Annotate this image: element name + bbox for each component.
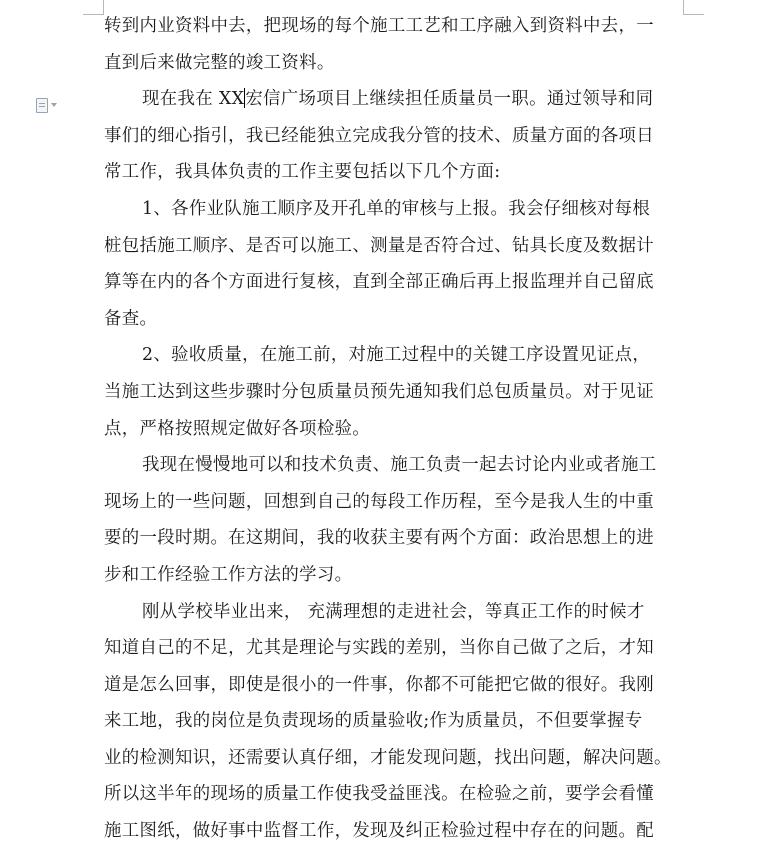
text-line: 点，严格按照规定做好各项检验。 <box>104 418 371 439</box>
crop-mark-top-right <box>683 0 704 15</box>
text-line: 要的一段时期。在这期间，我的收获主要有两个方面：政治思想上的进 <box>104 528 654 549</box>
text-line: 算等在内的各个方面进行复核，直到全部正确后再上报监理并自己留底 <box>104 272 654 293</box>
text-line: 业的检测知识，还需要认真仔细，才能发现问题，找出问题，解决问题。 <box>104 747 672 768</box>
text-line: 当施工达到这些步骤时分包质量员预先通知我们总包质量员。对于见证 <box>104 381 654 402</box>
text-line: 2、验收质量，在施工前，对施工过程中的关键工序设置见证点， <box>142 345 651 366</box>
text-line: 道是怎么回事，即使是很小的一件事，你都不可能把它做的很好。我刚 <box>104 674 654 695</box>
text-line: 备查。 <box>104 308 158 329</box>
text-line: 事们的细心指引，我已经能独立完成我分管的技术、质量方面的各项日 <box>104 125 654 146</box>
text-line: 现场上的一些问题，回想到自己的每段工作历程，至今是我人生的中重 <box>104 491 654 512</box>
text-line: 所以这半年的现场的质量工作使我受益匪浅。在检验之前，要学会看懂 <box>104 784 654 805</box>
text-segment: 现在我在 XX <box>142 89 245 110</box>
text-line: 来工地，我的岗位是负责现场的质量验收;作为质量员，不但要掌握专 <box>104 711 643 732</box>
text-line: 施工图纸，做好事中监督工作，发现及纠正检验过程中存在的问题。配 <box>104 821 654 842</box>
document-icon <box>36 98 48 113</box>
text-line: 转到内业资料中去，把现场的每个施工工艺和工序融入到资料中去，一 <box>104 16 654 36</box>
text-line: 知道自己的不足，尤其是理论与实践的差别，当你自己做了之后，才知 <box>104 638 654 659</box>
paragraph-layout-icon[interactable] <box>36 96 64 114</box>
text-line: 常工作，我具体负责的工作主要包括以下几个方面: <box>104 162 501 183</box>
text-line: 1、各作业队施工顺序及开孔单的审核与上报。我会仔细核对每根 <box>142 198 651 219</box>
chevron-down-icon <box>51 103 57 107</box>
document-body[interactable] <box>104 8 682 850</box>
text-segment: 宏信广场项目上继续担任质量员一职。通过领导和同 <box>245 89 654 110</box>
crop-mark-top-left <box>83 0 104 15</box>
text-line: 我现在慢慢地可以和技术负责、施工负责一起去讨论内业或者施工 <box>142 455 657 476</box>
text-line: 刚从学校毕业出来， 充满理想的走进社会，等真正工作的时候才 <box>142 601 645 622</box>
text-line: 步和工作经验工作方法的学习。 <box>104 564 353 585</box>
text-line: 直到后来做完整的竣工资料。 <box>104 52 335 73</box>
text-line: 桩包括施工顺序、是否可以施工、测量是否符合过、钻具长度及数据计 <box>104 235 654 256</box>
text-line <box>104 81 682 118</box>
